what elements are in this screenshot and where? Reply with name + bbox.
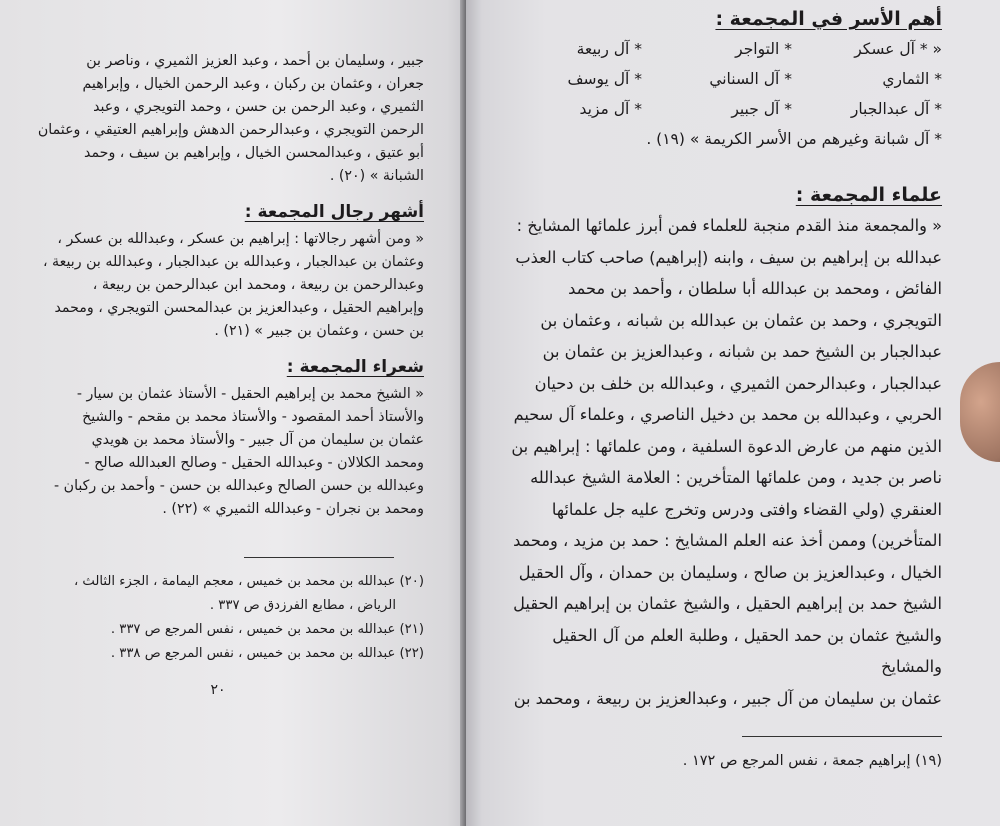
text-line: وعبدالله بن حسن الصالح وعبدالله بن حسن - وأحمد بن ركبان -: [54, 478, 424, 494]
footnotes: [12, 570, 424, 666]
family-item: * آل السناني: [709, 70, 792, 88]
intro-paragraph: [12, 50, 424, 188]
scholars-paragraph: [502, 210, 942, 714]
family-item: * الثماري: [882, 70, 942, 88]
text-line: « ومن أشهر رجالاتها : إبراهيم بن عسكر ، وعبدالله بن عسكر ،: [57, 231, 424, 247]
family-item: * آل مزيد: [579, 100, 642, 118]
left-page: [0, 0, 466, 826]
text-line: عبدالجبار بن الشيخ حمد بن شبانه ، وعبدالعزيز بن عثمان بن: [542, 342, 942, 361]
thumb: [960, 362, 1000, 462]
right-page: [466, 0, 1000, 826]
scholars-heading: علماء المجمعة :: [795, 184, 942, 206]
text-line: وعبدالرحمن بن ربيعة ، ومحمد ابن عبدالرحمن بن ربيعة ،: [92, 277, 424, 293]
family-item: « * آل عسكر: [854, 40, 942, 58]
text-line: « الشيخ محمد بن إبراهيم الحقيل - الأستاذ عثمان بن سيار -: [76, 386, 424, 402]
text-line: التويجري ، وحمد بن عثمان بن عبدالله بن شبانه ، وعثمان بن: [540, 310, 942, 330]
text-line: ناصر بن جديد ، ومن علمائها المتأخرين : العلامة الشيخ عبدالله: [530, 468, 942, 487]
text-line: الرحمن التويجري ، وعبدالرحمن الدهش وإبراهيم العتيقي ، وعثمان: [37, 122, 424, 138]
text-line: العنقري (ولي القضاء وافتى ودرس وتخرج عليه جل علمائها: [551, 499, 942, 519]
famous-men-paragraph: [12, 228, 424, 343]
footnote-divider: [244, 557, 394, 558]
text-line: بن حسن ، وعثمان بن جبير » (٢١) .: [214, 323, 424, 339]
text-line: الشيخ حمد بن إبراهيم الحقيل ، والشيخ عثمان بن إبراهيم الحقيل: [513, 594, 942, 613]
family-item: * آل يوسف: [567, 70, 642, 88]
text-line: وإبراهيم الحقيل ، وعبدالعزيز بن عبدالمحسن التويجري ، ومحمد: [54, 300, 424, 316]
text-line: أبو عتيق ، وعبدالمحسن الخيال ، وإبراهيم بن سيف ، وحمد: [84, 145, 424, 161]
footnote-divider: [742, 736, 942, 737]
text-line: جبير ، وسليمان بن أحمد ، وعبد العزيز الثميري ، وناصر بن: [86, 53, 424, 69]
text-line: المتأخرين) وممن أخذ عنه العلم المشايخ : حمد بن مزيد ، ومحمد: [513, 531, 942, 550]
text-line: الخيال ، وعبدالعزيز بن صالح ، وسليمان بن حمدان ، وآل الحقيل: [518, 562, 942, 582]
poets-paragraph: [12, 383, 424, 521]
text-line: الفائض ، ومحمد بن عبدالله أبا سلطان ، وأحمد بن محمد: [568, 279, 942, 298]
footnote-line: (١٩) إبراهيم جمعة ، نفس المرجع ص ١٧٢ .: [682, 753, 942, 769]
family-item: * آل جبير: [731, 100, 792, 118]
text-line: والشيخ عثمان بن حمد الحقيل ، وطلبة العلم من آل الحقيل والمشايخ: [552, 625, 942, 676]
footnote-line: (٢٢) عبدالله بن محمد بن خميس ، نفس المرجع ص ٣٣٨ .: [110, 646, 424, 661]
text-line: ومحمد الكلالان - وعبدالله الحقيل - وصالح العبدالله صالح -: [84, 455, 424, 471]
families-list: [502, 34, 942, 154]
family-item: * آل عبدالجبار: [850, 100, 942, 118]
text-line: الثميري ، وعبد الرحمن بن حسن ، وحمد التويجري ، وعبد: [93, 99, 424, 115]
page-number: ٢٠: [210, 682, 226, 698]
text-line: الشبانة » (٢٠) .: [329, 168, 424, 184]
footnote-line: الرياض ، مطابع الفرزدق ص ٣٣٧ .: [209, 598, 396, 613]
text-line: الحربي ، وعبدالله بن محمد بن دخيل الناصري ، وعلماء آل سحيم: [513, 405, 942, 424]
text-line: وعثمان بن عبدالجبار ، وعبدالله بن عبدالجبار ، وعبدالله بن ربيعة ،: [42, 254, 424, 270]
family-item: * آل شبانة وغيرهم من الأسر الكريمة » (١٩) .: [646, 130, 942, 148]
text-line: عبدالجبار ، وعبدالرحمن الثميري ، وعبدالله بن خلف بن دحيان: [534, 373, 942, 393]
family-item: * آل ربيعة: [576, 40, 642, 58]
family-item: * التواجر: [735, 40, 792, 58]
text-line: عثمان بن سليمان من آل جبير ، وعبدالعزيز بن ربيعة ، ومحمد بن: [513, 688, 942, 708]
text-line: « والمجمعة منذ القدم منجبة للعلماء فمن أبرز علمائها المشايخ :: [516, 216, 942, 235]
footnote-line: (٢٠) عبدالله بن محمد بن خميس ، معجم اليمامة ، الجزء الثالث ،: [73, 574, 424, 589]
text-line: عبدالله بن إبراهيم بن سيف ، وابنه (إبراهيم) صاحب كتاب العذب: [515, 247, 942, 267]
text-line: الذين منهم من عارض الدعوة السلفية ، ومن علمائها : إبراهيم بن: [511, 436, 942, 456]
poets-heading: شعراء المجمعة :: [286, 357, 424, 377]
text-line: والأستاذ أحمد المقصود - والأستاذ محمد بن مقحم - والشيخ: [82, 409, 424, 425]
families-heading: أهم الأسر في المجمعة :: [715, 8, 942, 30]
famous-men-heading: أشهر رجال المجمعة :: [244, 202, 424, 222]
text-line: عثمان بن سليمان من آل جبير - والأستاذ محمد بن هويدي: [91, 432, 424, 448]
footnote-line: (٢١) عبدالله بن محمد بن خميس ، نفس المرجع ص ٣٣٧ .: [110, 622, 424, 637]
text-line: ومحمد بن نجران - وعبدالله الثميري » (٢٢) .: [162, 501, 424, 517]
text-line: جعران ، وعثمان بن ركبان ، وعبد الرحمن الخيال ، وإبراهيم: [82, 76, 424, 92]
